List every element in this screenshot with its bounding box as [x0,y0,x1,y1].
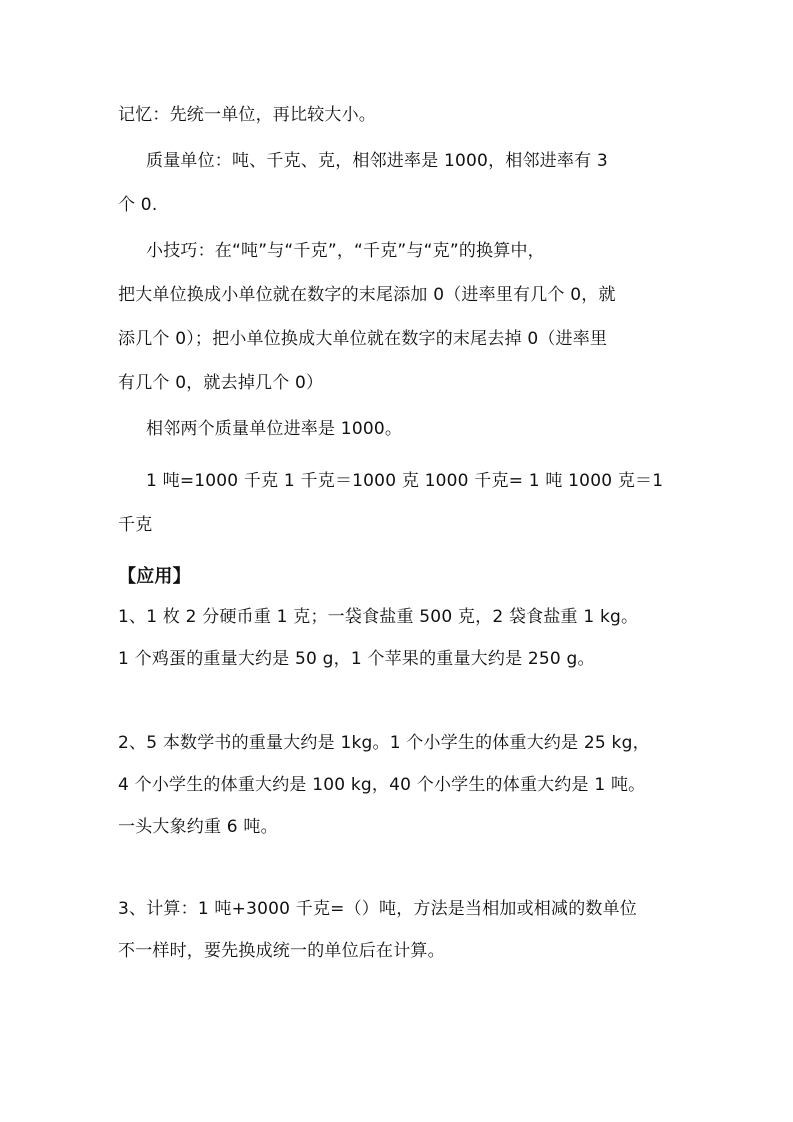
tip-line: 小技巧：在“吨”与“千克”，“千克”与“克”的换算中， [146,241,545,261]
application-item-1: 1、1 枚 2 分硬币重 1 克；一袋食盐重 500 克，2 袋食盐重 1 kg。 [118,607,639,627]
conversion-line: 1 吨=1000 千克 1 千克＝1000 克 1000 千克= 1 吨 1000 克＝1 [146,471,664,491]
application-item-3: 3、计算：1 吨+3000 千克=（）吨，方法是当相加或相减的数单位 [118,899,637,919]
application-item-3-cont: 不一样时，要先换成统一的单位后在计算。 [118,941,445,961]
tip-line-3: 添几个 0）；把小单位换成大单位就在数字的末尾去掉 0（进率里 [118,329,608,349]
memory-line: 记忆：先统一单位，再比较大小。 [118,105,376,125]
mass-units-line-cont: 个 0. [118,195,158,215]
application-item-2: 2、5 本数学书的重量大约是 1kg。1 个小学生的体重大约是 25 kg， [118,733,650,753]
application-item-2-cont: 4 个小学生的体重大约是 100 kg，40 个小学生的体重大约是 1 吨。 [118,775,646,795]
conversion-line-cont: 千克 [118,515,153,535]
tip-line-4: 有几个 0，就去掉几个 0） [118,373,324,393]
application-item-2-cont-2: 一头大象约重 6 吨。 [118,817,278,837]
application-item-1-cont: 1 个鸡蛋的重量大约是 50 g，1 个苹果的重量大约是 250 g。 [118,649,595,669]
adjacent-rate-line: 相邻两个质量单位进率是 1000。 [146,419,403,439]
mass-units-line: 质量单位：吨、千克、克，相邻进率是 1000，相邻进率有 3 [146,151,608,171]
application-heading: 【应用】 [118,566,191,587]
tip-line-2: 把大单位换成小单位就在数字的末尾添加 0（进率里有几个 0，就 [118,285,616,305]
